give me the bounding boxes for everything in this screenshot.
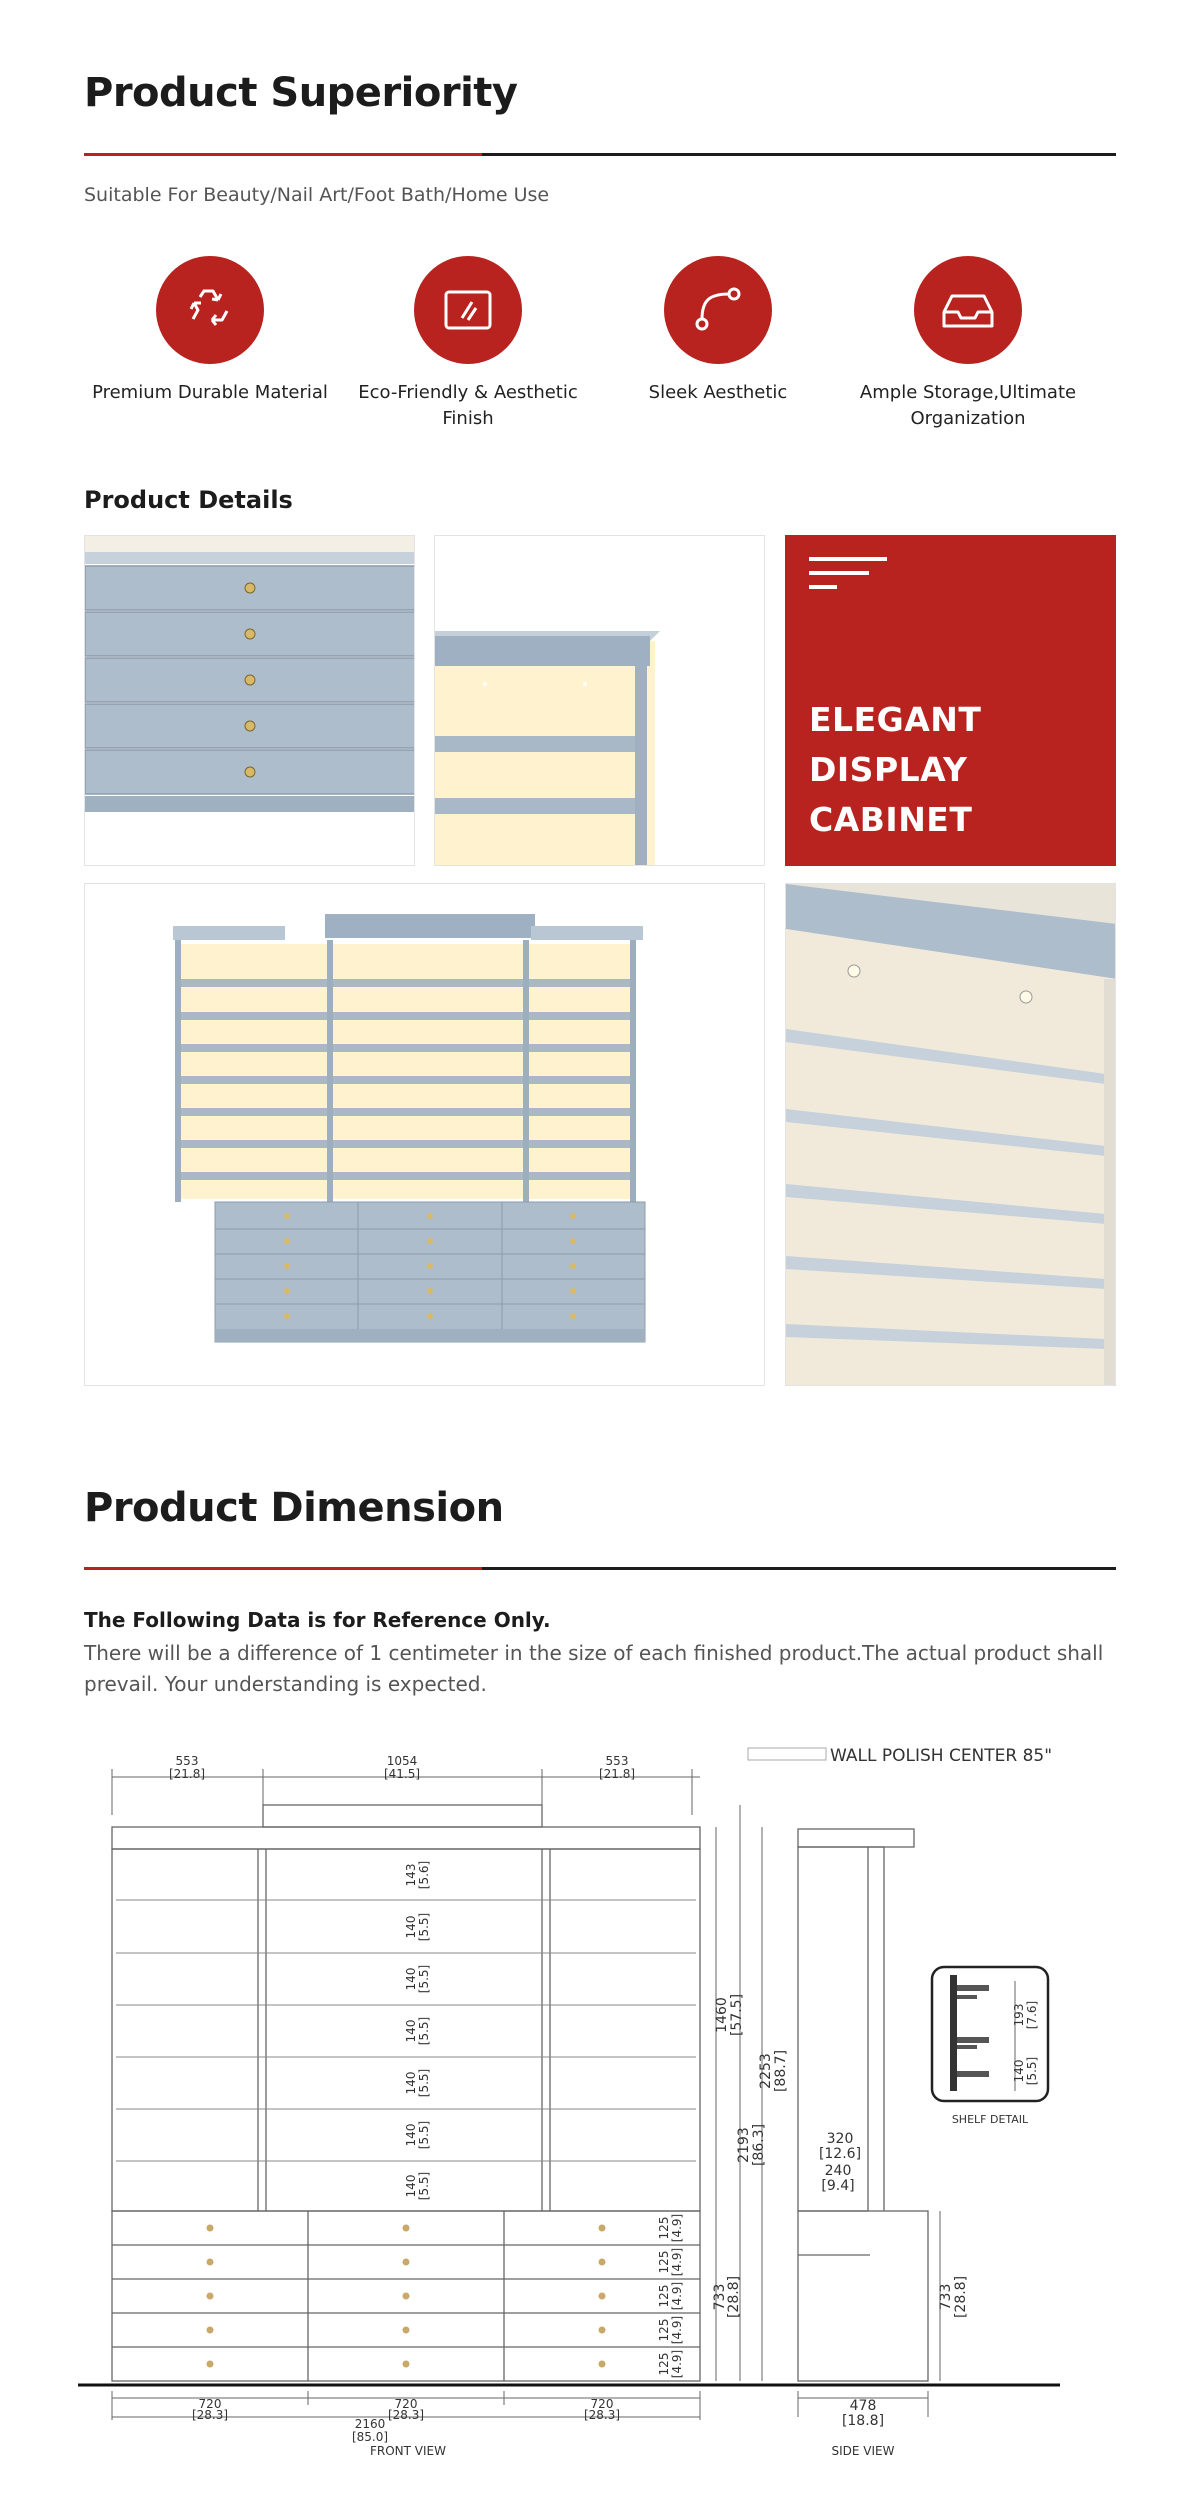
headline-banner [785, 535, 1116, 866]
bottom-width-1-in: [28.3] [191, 2408, 229, 2422]
shelf-detail-a: 193 [1012, 2003, 1026, 2027]
mid-height-in: [86.3] [751, 2123, 767, 2167]
feature-label: Sleek Aesthetic [648, 382, 788, 403]
bottom-width-3: 720 [590, 2397, 614, 2411]
mid-height: 2193 [736, 2127, 752, 2163]
top-width-center: 1054 [386, 1754, 418, 1768]
side-depth: 478 [849, 2398, 877, 2414]
full-cabinet-image [84, 883, 765, 1386]
drawer-height-4-in: [4.9] [670, 2315, 684, 2345]
superiority-subtitle: Suitable For Beauty/Nail Art/Foot Bath/Home Use [84, 184, 550, 206]
side-base-height: 733 [938, 2283, 954, 2311]
shelf-spacing-1: 143 [404, 1863, 418, 1887]
tolerance-note: There will be a difference of 1 centimeter in the size of each finished product.The actual product shall prevail. Your understanding is expected. [84, 1641, 1104, 1696]
inbox-tray-icon [914, 256, 1022, 364]
shelf-spacing-3: 140 [404, 1967, 418, 1991]
recycle-icon [156, 256, 264, 364]
bottom-width-3-in: [28.3] [583, 2408, 621, 2422]
drawer-closeup-image [84, 535, 415, 866]
front-view-label: FRONT VIEW [369, 2444, 447, 2458]
side-depth-top-in: [12.6] [818, 2146, 862, 2162]
bottom-width-2-in: [28.3] [387, 2408, 425, 2422]
headline-text: ELEGANT DISPLAY CABINET [809, 700, 982, 839]
dimension-divider [84, 1567, 1116, 1570]
shelf-spacing-6: 140 [404, 2123, 418, 2147]
glass-panel-icon [414, 256, 522, 364]
drawer-height-5-in: [4.9] [670, 2349, 684, 2379]
shelf-spacing-7-in: [5.5] [417, 2171, 431, 2201]
dimension-title: Product Dimension [84, 1485, 504, 1531]
feature-label: Premium Durable Material [92, 382, 328, 403]
side-view-label: SIDE VIEW [831, 2444, 895, 2458]
shelf-spacing-4: 140 [404, 2019, 418, 2043]
shelf-spacing-2-in: [5.5] [417, 1912, 431, 1942]
drawer-height-1-in: [4.9] [670, 2213, 684, 2243]
upper-height-in: [57.5] [729, 1993, 745, 2037]
bottom-width-2: 720 [394, 2397, 418, 2411]
drawer-height-4: 125 [657, 2318, 671, 2342]
wall-polish-label: WALL POLISH CENTER 85" [830, 1746, 1053, 1766]
bottom-width-1: 720 [198, 2397, 222, 2411]
shelf-detail-b-in: [5.5] [1025, 2056, 1039, 2086]
shelf-detail-label: SHELF DETAIL [951, 2113, 1029, 2126]
side-shelf-in: [9.4] [821, 2178, 855, 2194]
total-width-in: [85.0] [351, 2430, 389, 2444]
shelf-detail-b: 140 [1012, 2059, 1026, 2083]
top-width-right: 553 [605, 1754, 629, 1768]
shelf-spacing-6-in: [5.5] [417, 2120, 431, 2150]
base-height: 733 [712, 2283, 728, 2311]
feature-label: Eco-Friendly & Aesthetic Finish [358, 382, 578, 429]
feature-label: Ample Storage,Ultimate Organization [859, 382, 1077, 429]
feature-item [348, 256, 588, 432]
curve-icon [664, 256, 772, 364]
superiority-title: Product Superiority [84, 70, 518, 116]
feature-list [84, 256, 1116, 436]
total-width: 2160 [354, 2417, 386, 2431]
drawer-height-5: 125 [657, 2352, 671, 2376]
feature-item [598, 256, 838, 406]
dimension-drawing [70, 1745, 1090, 2465]
feature-item [90, 256, 330, 406]
shelf-spacing-1-in: [5.6] [417, 1860, 431, 1890]
total-height: 2253 [758, 2053, 774, 2089]
top-width-center-in: [41.5] [383, 1767, 421, 1781]
top-width-left: 553 [175, 1754, 199, 1768]
side-depth-top: 320 [826, 2131, 854, 2147]
upper-height: 1460 [714, 1997, 730, 2033]
top-width-right-in: [21.8] [598, 1767, 636, 1781]
superiority-divider [84, 153, 1116, 156]
side-base-height-in: [28.8] [953, 2275, 969, 2319]
feature-item [848, 256, 1088, 432]
base-height-in: [28.8] [726, 2275, 742, 2319]
shelf-perspective-image [785, 883, 1116, 1386]
drawer-height-1: 125 [657, 2216, 671, 2240]
shelf-spacing-7: 140 [404, 2174, 418, 2198]
drawer-height-3: 125 [657, 2284, 671, 2308]
lit-shelf-image [434, 535, 765, 866]
shelf-spacing-5: 140 [404, 2071, 418, 2095]
shelf-detail-a-in: [7.6] [1025, 2000, 1039, 2030]
reference-note: The Following Data is for Reference Only. [84, 1608, 551, 1632]
shelf-detail [932, 1967, 1048, 2126]
shelf-spacing-2: 140 [404, 1915, 418, 1939]
shelf-spacing-5-in: [5.5] [417, 2068, 431, 2098]
drawer-height-2: 125 [657, 2250, 671, 2274]
details-title: Product Details [84, 486, 293, 514]
side-depth-in: [18.8] [841, 2413, 885, 2429]
shelf-spacing-4-in: [5.5] [417, 2016, 431, 2046]
drawer-height-2-in: [4.9] [670, 2247, 684, 2277]
shelf-spacing-3-in: [5.5] [417, 1964, 431, 1994]
top-width-left-in: [21.8] [168, 1767, 206, 1781]
total-height-in: [88.7] [773, 2049, 789, 2093]
drawer-height-3-in: [4.9] [670, 2281, 684, 2311]
side-shelf: 240 [824, 2163, 852, 2179]
